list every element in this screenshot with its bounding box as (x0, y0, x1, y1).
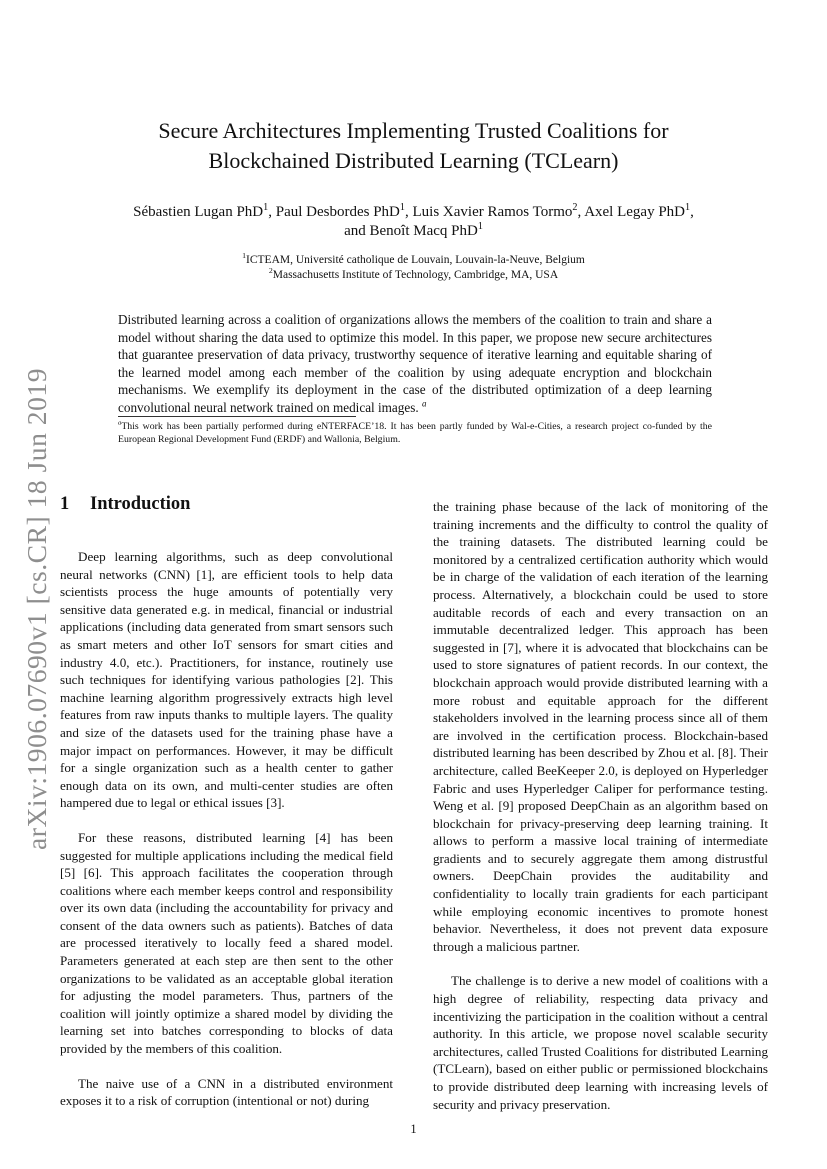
paper-title (80, 116, 747, 176)
section-heading-introduction (60, 494, 190, 515)
authors-line-2 (80, 222, 747, 241)
paragraph: The challenge is to derive a new model of coalitions with a high degree of reliability, respecting data privacy and incentivizing the participation in the coalition without a central authority. In this article, we propose novel scalable security architectures, called Trusted Coalitions for distributed Learning (TCLearn), based on either public or permissioned blockchains to provide distributed deep learning with increasing levels of security and privacy preservation. (433, 973, 768, 1112)
author-name: Axel Legay PhD (584, 204, 685, 220)
right-column (433, 498, 768, 1113)
affiliation-mark: 2 (268, 266, 273, 276)
author-separator: , (690, 204, 694, 220)
left-column (60, 548, 393, 1110)
author-name: Paul Desbordes PhD (275, 204, 400, 220)
author-separator: , (405, 204, 413, 220)
affiliation-text: ICTEAM, Université catholique de Louvain, Louvain-la-Neuve, Belgium (246, 254, 585, 266)
affiliation-mark: 1 (263, 202, 269, 213)
section-number: 1 (60, 494, 70, 514)
paragraph: The naive use of a CNN in a distributed environment exposes it to a risk of corruption (intentional or not) during (60, 1075, 393, 1109)
paragraph: For these reasons, distributed learning [4] has been suggested for multiple applications including the medical field [5] [6]. This approach facilitates the cooperation through coalitions where each member keeps control and responsibility over its own data (including the accountability for privacy and consent of the data owners such as patients). Batches of data are processed iteratively to locally feed a shared model. Parameters generated at each step are then sent to the other organizations to be validated as an acceptable global iteration for adjusting the model parameters. Thus, partners of the coalition will jointly optimize a shared model by dividing the learning set into batches corresponding to blocks of data provided by the members of this coalition. (60, 829, 393, 1057)
affiliation-mark: 1 (477, 221, 483, 232)
affiliation-text: Massachusetts Institute of Technology, Cambridge, MA, USA (272, 269, 559, 281)
affiliation-mark: 1 (685, 202, 691, 213)
affiliation-2 (80, 268, 747, 283)
author-list (80, 203, 747, 241)
footnote-text: This work has been partially performed during eNTERFACE’18. It has been partly funded by Wal-e-Cities, a research project co-funded by the European Regional Development Fund (ERDF) and Wallonia, Belgium. (118, 421, 712, 445)
abstract-footnote-mark: a (421, 398, 427, 409)
affiliation-mark: 2 (572, 202, 578, 213)
authors-line-1 (80, 203, 747, 222)
title-line-1: Secure Architectures Implementing Trusted Coalitions for (158, 118, 669, 143)
footnote (118, 420, 712, 446)
author-separator: , (577, 204, 585, 220)
affiliation-1 (80, 253, 747, 268)
footnote-mark: a (118, 419, 122, 427)
affiliation-mark: 1 (242, 251, 247, 261)
author-conjunction: and (344, 223, 370, 239)
section-title: Introduction (90, 494, 191, 514)
paragraph: Deep learning algorithms, such as deep convolutional neural networks (CNN) [1], are efficient tools to help data scientists process the huge amounts of potentially very sensitive data generated e.g. in medical, financial or industrial applications (including data generated from smart sensors such as smart meters and other IoT sensors for smart cities and industry 4.0, etc.). Practitioners, for instance, routinely use such techniques for identifying various pathologies [2]. This machine learning algorithm progressively extracts high level features from raw inputs thanks to multiple layers. The quality and size of the datasets used for the training phase have a major impact on performances. However, it may be difficult for a single organization such as a health center to gather enough data on its own, and multi-center studies are often hampered due to legal or ethical issues [3]. (60, 549, 393, 811)
affiliation-mark: 1 (399, 202, 405, 213)
author-separator: , (268, 204, 276, 220)
affiliations (80, 253, 747, 283)
paragraph: the training phase because of the lack of monitoring of the training increments and the difficulty to control the quality of the training datasets. The distributed learning could be monitored by a centralized certification authority which would be in charge of the validation of each iteration of the learning process. Alternatively, a blockchain could be used to store auditable records of each and every transaction on an immutable decentralized ledger. This approach has been suggested in [7], where it is advocated that blockchains can be used to store signatures of patient records. In our context, the blockchain approach would provide distributed learning with a more robust and equitable approach for the different stakeholders involved in the learning process since all of them are involved in the certification process. Blockchain-based distributed learning has been described by Zhou et al. [8]. Their architecture, called BeeKeeper 2.0, is deployed on Hyperledger Fabric and uses Hyperledger Caliper for performance testing. Weng et al. [9] proposed DeepChain as an algorithm based on blockchain for privacy-preserving deep learning training. It allows to perform a massive local training of intermediate gradients and to securely aggregate them among distrustful owners. DeepChain provides the auditability and confidentiality to locally train gradients for each participant while employing economic incentives to promote honest behavior. Nevertheless, it does not prevent data exposure through a malicious partner. (433, 499, 768, 954)
abstract-text: Distributed learning across a coalition of organizations allows the members of the coalition to train and share a model without sharing the data used to optimize this model. In this paper, we propose new secure architectures that guarantee preservation of data privacy, trustworthy sequence of iterative learning and equitable sharing of the learned model among each member of the coalition by using adequate encryption and blockchain mechanisms. We exemplify its deployment in the case of the distributed optimization of a deep learning convolutional neural network trained on medical images. (118, 312, 712, 415)
abstract (118, 311, 712, 417)
page-number: 1 (410, 1122, 417, 1136)
author-name: Sébastien Lugan PhD (133, 204, 264, 220)
footnote-rule (118, 416, 356, 417)
author-name: Luis Xavier Ramos Tormo (412, 204, 573, 220)
arxiv-identifier: arXiv:1906.07690v1 [cs.CR] 18 Jun 2019 (22, 378, 52, 850)
author-name: Benoît Macq PhD (369, 223, 478, 239)
title-line-2: Blockchained Distributed Learning (TCLearn) (208, 148, 619, 173)
